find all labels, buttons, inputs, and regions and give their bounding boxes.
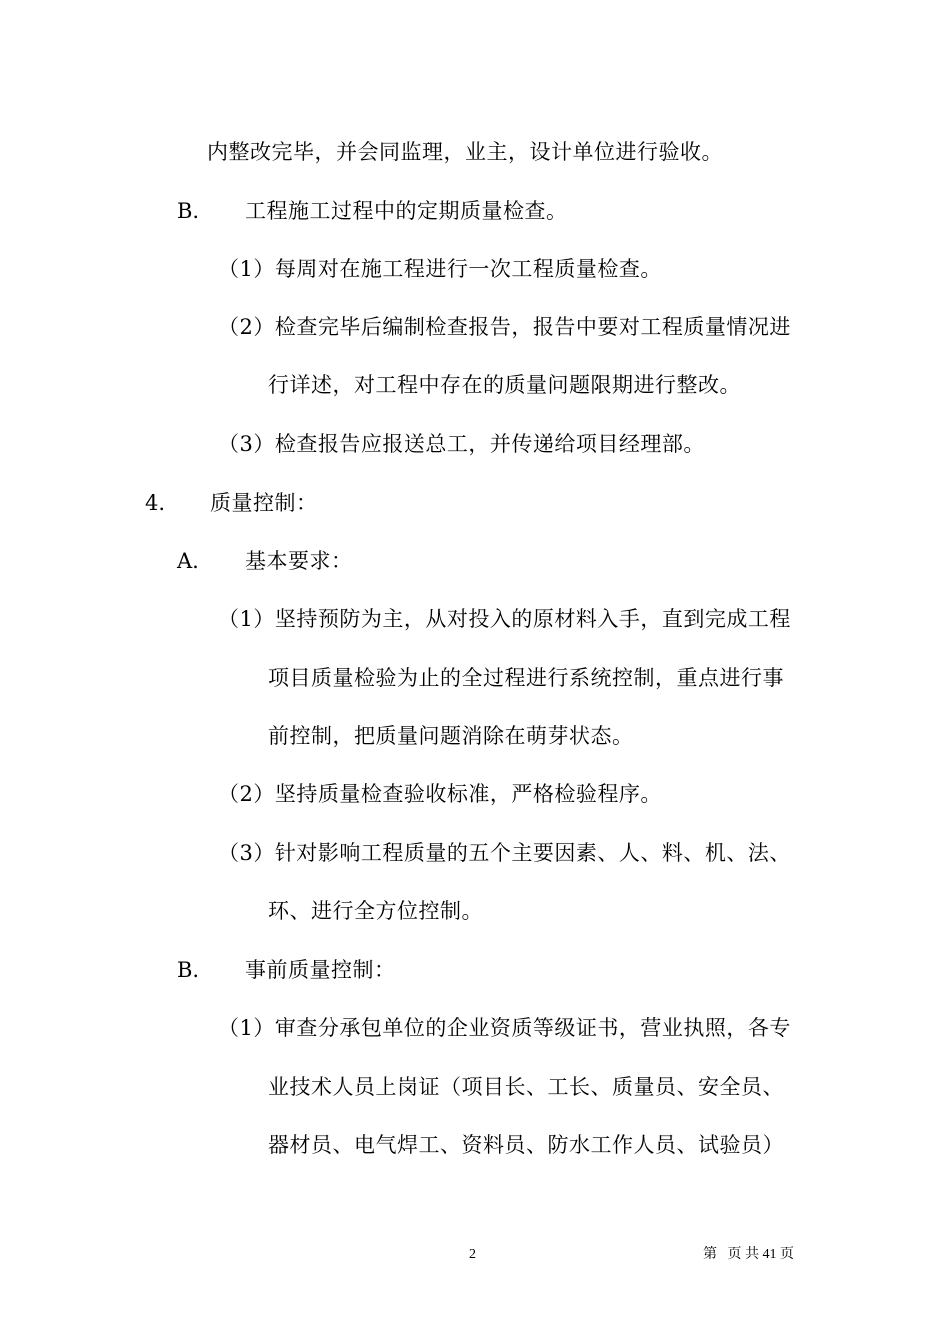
section-heading: 事前质量控制： bbox=[245, 958, 396, 982]
list-item-continuation: 行详述，对工程中存在的质量问题限期进行整改。 bbox=[268, 373, 741, 397]
list-item-continuation: 业技术人员上岗证（项目长、工长、质量员、安全员、 bbox=[268, 1075, 784, 1099]
list-item: （1）坚持预防为主，从对投入的原材料入手，直到完成工程 bbox=[218, 607, 791, 631]
section-heading: 质量控制： bbox=[210, 491, 318, 515]
list-item-continuation: 环、进行全方位控制。 bbox=[268, 899, 483, 923]
list-item: （3）检查报告应报送总工，并传递给项目经理部。 bbox=[218, 432, 705, 456]
paragraph-line: 内整改完毕，并会同监理，业主，设计单位进行验收。 bbox=[207, 140, 723, 164]
list-item: （3）针对影响工程质量的五个主要因素、人、料、机、法、 bbox=[218, 841, 791, 865]
list-item: （1）每周对在施工程进行一次工程质量检查。 bbox=[218, 257, 662, 281]
section-marker: B. bbox=[177, 958, 200, 982]
section-heading: 基本要求： bbox=[245, 549, 353, 573]
list-item: （2）检查完毕后编制检查报告，报告中要对工程质量情况进 bbox=[218, 315, 791, 339]
section-marker: 4. bbox=[145, 491, 166, 515]
list-item: （2）坚持质量检查验收标准，严格检验程序。 bbox=[218, 782, 662, 806]
page-info: 第 页 共 41 页 bbox=[703, 1247, 794, 1262]
section-marker: A. bbox=[177, 549, 199, 573]
section-marker: B. bbox=[177, 199, 200, 223]
list-item-continuation: 前控制，把质量问题消除在萌芽状态。 bbox=[268, 724, 634, 748]
list-item: （1）审查分承包单位的企业资质等级证书，营业执照，各专 bbox=[218, 1016, 791, 1040]
list-item-continuation: 器材员、电气焊工、资料员、防水工作人员、试验员） bbox=[268, 1133, 784, 1157]
list-item-continuation: 项目质量检验为止的全过程进行系统控制，重点进行事 bbox=[268, 666, 784, 690]
page-number: 2 bbox=[469, 1247, 476, 1262]
section-heading: 工程施工过程中的定期质量检查。 bbox=[245, 199, 568, 223]
